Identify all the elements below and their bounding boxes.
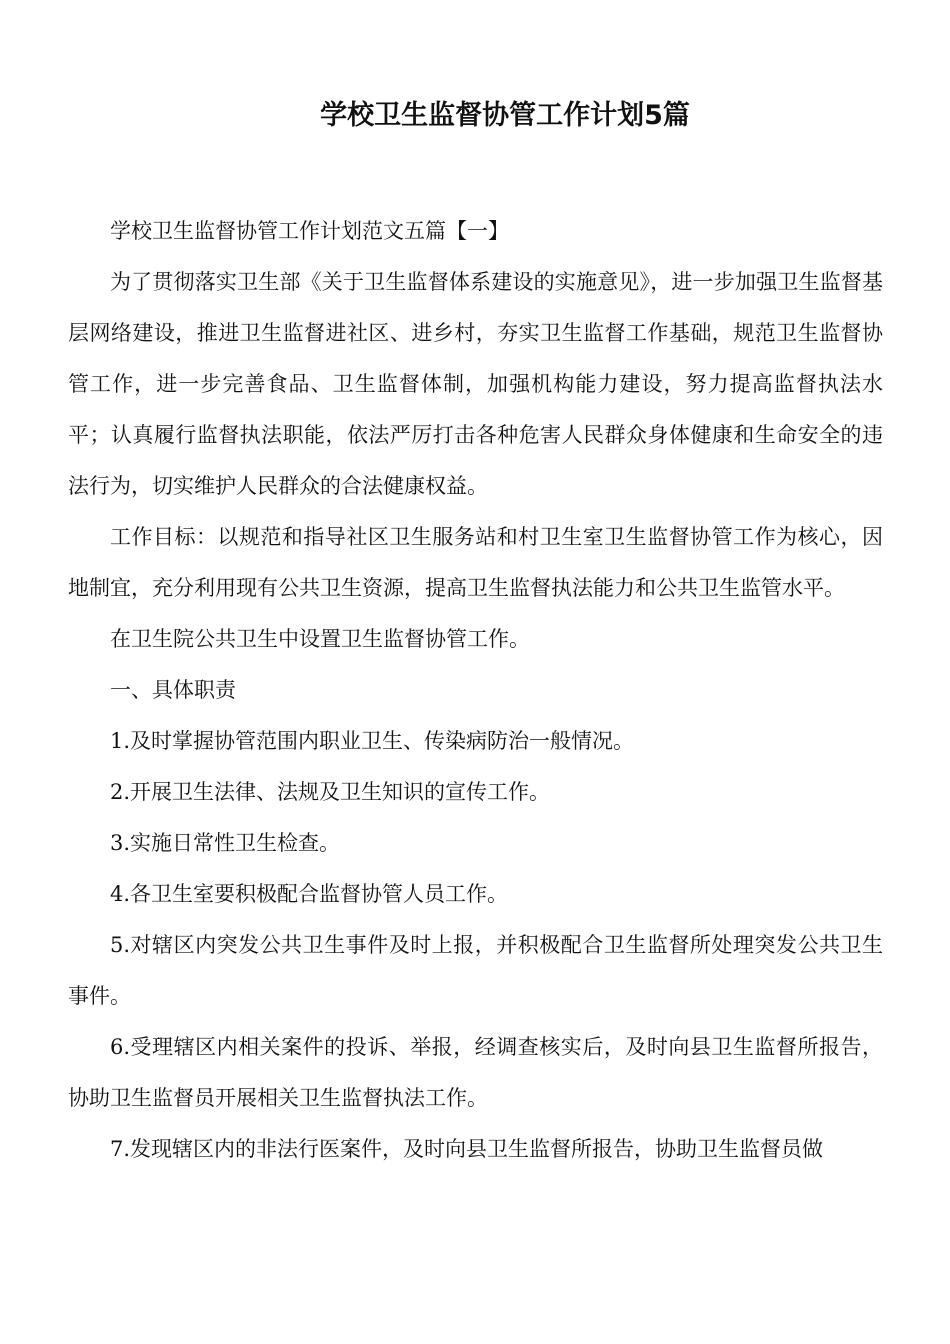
paragraph-goal: 工作目标：以规范和指导社区卫生服务站和村卫生室卫生监督协管工作为核心，因地制宜，充分利用现有公共卫生资源，提高卫生监督执法能力和公共卫生监管水平。: [68, 525, 883, 600]
duty-item: 5.对辖区内突发公共卫生事件及时上报，并积极配合卫生监督所处理突发公共卫生事件。: [68, 933, 883, 1008]
paragraph-intro: 为了贯彻落实卫生部《关于卫生监督体系建设的实施意见》，进一步加强卫生监督基层网络建设，推进卫生监督进社区、进乡村，夯实卫生监督工作基础，规范卫生监督协管工作，进一步完善食品、卫生监督体制，加强机构能力建设，努力提高监督执法水平；认真履行监督执法职能，依法严厉打击各种危害人民群众身体健康和生命安全的违法行为，切实维护人民群众的合法健康权益。: [68, 270, 883, 498]
duty-item: 7.发现辖区内的非法行医案件，及时向县卫生监督所报告，协助卫生监督员做: [110, 1137, 824, 1161]
paragraph-setup: 在卫生院公共卫生中设置卫生监督协管工作。: [110, 627, 530, 651]
document-title: 学校卫生监督协管工作计划5篇: [320, 100, 690, 131]
section-heading: 学校卫生监督协管工作计划范文五篇【一】: [110, 219, 509, 243]
duty-item: 4.各卫生室要积极配合监督协管人员工作。: [110, 882, 509, 906]
document-body: [68, 206, 883, 1175]
duty-item: 3.实施日常性卫生检查。: [110, 831, 341, 855]
duties-heading: 一、具体职责: [110, 678, 236, 702]
duty-item: 2.开展卫生法律、法规及卫生知识的宣传工作。: [110, 780, 551, 804]
duty-item: 1.及时掌握协管范围内职业卫生、传染病防治一般情况。: [110, 729, 635, 753]
duty-item: 6.受理辖区内相关案件的投诉、举报，经调查核实后，及时向县卫生监督所报告，协助卫生监督员开展相关卫生监督执法工作。: [68, 1035, 883, 1110]
